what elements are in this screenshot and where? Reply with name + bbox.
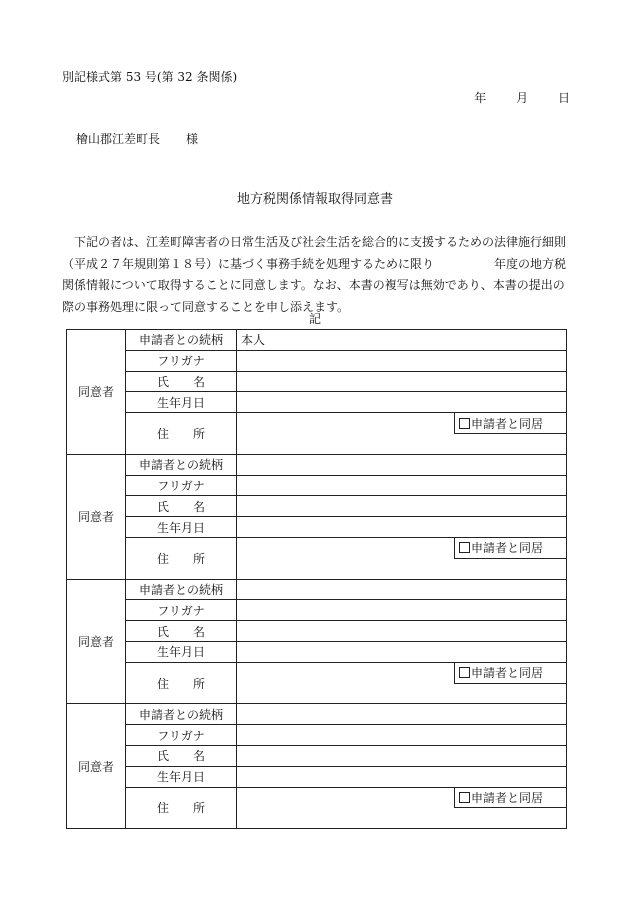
addressee-honorific: 様	[186, 132, 199, 146]
furigana-label: フリガナ	[126, 725, 237, 746]
birth-field[interactable]	[237, 641, 567, 662]
table-row	[67, 621, 567, 642]
date-day-label: 日	[557, 91, 570, 105]
table-row	[67, 517, 567, 538]
table-row	[67, 787, 567, 808]
address-label: 住 所	[126, 662, 237, 704]
table-row	[67, 350, 567, 371]
table-row	[67, 745, 567, 766]
address-label: 住 所	[126, 787, 237, 829]
table-row	[67, 371, 567, 392]
addressee-name: 檜山郡江差町長	[76, 132, 161, 146]
table-row	[67, 766, 567, 787]
table-row	[67, 725, 567, 746]
cohabit-label: 申請者と同居	[471, 541, 544, 556]
date-line	[474, 89, 570, 106]
birth-field[interactable]	[237, 517, 567, 538]
name-field[interactable]	[237, 496, 567, 517]
table-row	[67, 454, 567, 475]
ki-marker: 記	[308, 312, 321, 326]
furigana-label: フリガナ	[126, 600, 237, 621]
checkbox-icon[interactable]	[459, 418, 470, 429]
birth-field[interactable]	[237, 766, 567, 787]
relation-field[interactable]	[237, 704, 567, 725]
table-row	[67, 496, 567, 517]
consenter-group-label: 同意者	[67, 454, 126, 579]
address-field[interactable]	[237, 413, 455, 455]
furigana-field[interactable]	[237, 600, 567, 621]
table-row	[67, 413, 567, 434]
cohabit-label: 申請者と同居	[471, 416, 544, 431]
table-row	[67, 641, 567, 662]
relation-label: 申請者との続柄	[126, 579, 237, 600]
form-number: 別記様式第 53 号(第 32 条関係)	[62, 70, 238, 84]
consenter-group-label: 同意者	[67, 330, 126, 455]
cohabit-checkbox[interactable]	[455, 413, 567, 434]
checkbox-icon[interactable]	[459, 542, 470, 553]
date-year-label: 年	[474, 91, 487, 105]
name-label: 氏 名	[126, 496, 237, 517]
consenter-group-label: 同意者	[67, 579, 126, 704]
furigana-label: フリガナ	[126, 350, 237, 371]
checkbox-icon[interactable]	[459, 792, 470, 803]
cohabit-checkbox[interactable]	[455, 787, 567, 808]
checkbox-icon[interactable]	[459, 667, 470, 678]
cohabit-label: 申請者と同居	[471, 666, 544, 681]
consenter-group-label: 同意者	[67, 704, 126, 829]
address-label: 住 所	[126, 413, 237, 455]
table-row	[67, 704, 567, 725]
birth-label: 生年月日	[126, 517, 237, 538]
consent-table	[66, 329, 567, 829]
furigana-field[interactable]	[237, 725, 567, 746]
table-row	[67, 537, 567, 558]
birth-label: 生年月日	[126, 766, 237, 787]
name-field[interactable]	[237, 745, 567, 766]
furigana-field[interactable]	[237, 350, 567, 371]
furigana-label: フリガナ	[126, 475, 237, 496]
addressee	[76, 130, 198, 147]
cohabit-label: 申請者と同居	[471, 790, 544, 805]
name-label: 氏 名	[126, 745, 237, 766]
relation-field[interactable]	[237, 579, 567, 600]
birth-label: 生年月日	[126, 392, 237, 413]
name-label: 氏 名	[126, 371, 237, 392]
table-row	[67, 600, 567, 621]
birth-label: 生年月日	[126, 641, 237, 662]
name-field[interactable]	[237, 371, 567, 392]
address-field-continuation[interactable]	[455, 683, 567, 704]
document-title: 地方税関係情報取得同意書	[236, 192, 393, 207]
furigana-field[interactable]	[237, 475, 567, 496]
relation-label: 申請者との続柄	[126, 454, 237, 475]
address-label: 住 所	[126, 537, 237, 579]
table-row	[67, 579, 567, 600]
address-field-continuation[interactable]	[455, 558, 567, 579]
address-field[interactable]	[237, 537, 455, 579]
table-row	[67, 475, 567, 496]
address-field-continuation[interactable]	[455, 433, 567, 454]
relation-label: 申請者との続柄	[126, 704, 237, 725]
table-row	[67, 392, 567, 413]
birth-field[interactable]	[237, 392, 567, 413]
address-field-continuation[interactable]	[455, 808, 567, 829]
cohabit-checkbox[interactable]	[455, 662, 567, 683]
relation-field[interactable]	[237, 454, 567, 475]
table-row	[67, 662, 567, 683]
name-label: 氏 名	[126, 621, 237, 642]
relation-field[interactable]: 本人	[237, 330, 567, 351]
consent-statement: 下記の者は、江差町障害者の日常生活及び社会生活を総合的に支援するための法律施行細則（平成２７年規則第１８号）に基づく事務手続を処理するために限り 年度の地方税関係情報について取得することに同意します。なお、本書の複写は無効であり、本書の提出の際の事務処理に限って同意することを申し添えます。	[62, 235, 567, 314]
address-field[interactable]	[237, 662, 455, 704]
date-month-label: 月	[516, 91, 529, 105]
name-field[interactable]	[237, 621, 567, 642]
cohabit-checkbox[interactable]	[455, 537, 567, 558]
relation-label: 申請者との続柄	[126, 330, 237, 351]
address-field[interactable]	[237, 787, 455, 829]
table-row	[67, 330, 567, 351]
